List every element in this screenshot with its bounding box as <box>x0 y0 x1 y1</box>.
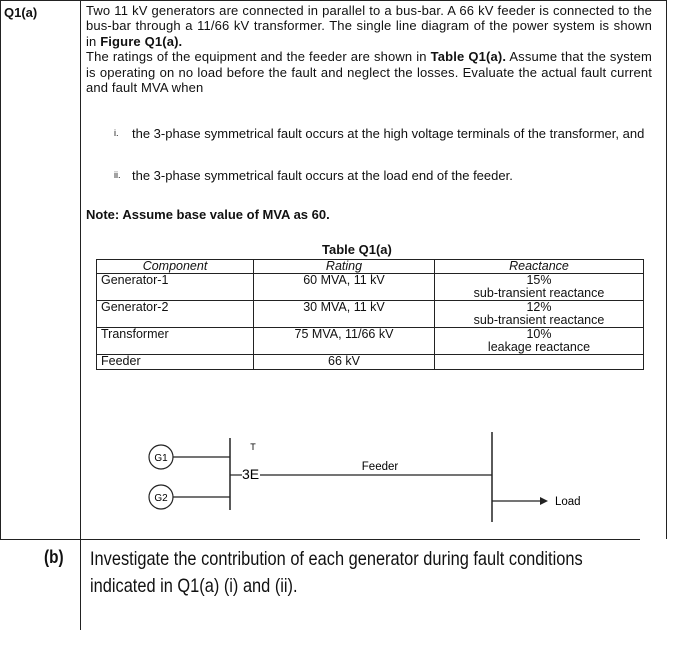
sub-item-number: i. <box>114 128 119 138</box>
cell-component: Generator-1 <box>97 274 254 301</box>
table-header-row <box>97 260 644 274</box>
top-border <box>0 0 667 1</box>
sub-item-text: the 3-phase symmetrical fault occurs at the load end of the feeder. <box>132 168 513 183</box>
load-label: Load <box>555 496 581 508</box>
single-line-diagram <box>130 430 610 530</box>
table-row <box>97 301 644 328</box>
generator-2-label: G2 <box>154 493 168 504</box>
cell-component: Generator-2 <box>97 301 254 328</box>
sub-item-number: ii. <box>114 170 121 180</box>
cell-rating: 30 MVA, 11 kV <box>254 301 435 328</box>
cell-component: Transformer <box>97 328 254 355</box>
question-label-q1a: Q1(a) <box>4 5 38 20</box>
table-row <box>97 274 644 301</box>
cell-rating: 75 MVA, 11/66 kV <box>254 328 435 355</box>
cell-reactance: 12% sub-transient reactance <box>435 301 644 328</box>
left-border <box>0 0 1 539</box>
transformer-symbol: 3E <box>242 466 260 482</box>
question-b-text: Investigate the contribution of each generator during fault conditions indicated in Q1(a) (i) and (ii). <box>90 548 583 597</box>
table-caption: Table Q1(a) <box>322 242 392 257</box>
note: Note: Assume base value of MVA as 60. <box>86 207 330 222</box>
right-border <box>666 0 667 539</box>
sub-item-text: the 3-phase symmetrical fault occurs at the high voltage terminals of the transformer, and <box>132 126 645 141</box>
sub-item-ii <box>114 168 652 183</box>
cell-reactance <box>435 355 644 370</box>
section-divider <box>0 539 640 540</box>
question-paragraph: Two 11 kV generators are connected in parallel to a bus-bar. A 66 kV feeder is connected to the bus-bar through a 11/66 kV transformer. The single line diagram of the power system is shown in Figure Q1(a). The ratings of the equipment and the feeder are shown in Table Q1(a). Assume that the system is operating on no load before the fault and neglect the losses. Evaluate the actual fault current and fault MVA when <box>86 3 652 96</box>
figure-reference: Figure Q1(a). <box>100 33 183 49</box>
cell-rating: 60 MVA, 11 kV <box>254 274 435 301</box>
header-component: Component <box>97 260 254 274</box>
generator-1-label: G1 <box>154 453 168 464</box>
feeder-label: Feeder <box>361 461 399 473</box>
cell-component: Feeder <box>97 355 254 370</box>
cell-rating: 66 kV <box>254 355 435 370</box>
ratings-table <box>96 259 644 370</box>
question-label-q1b: (b) <box>44 547 64 567</box>
table-row <box>97 355 644 370</box>
cell-reactance: 15% sub-transient reactance <box>435 274 644 301</box>
header-rating: Rating <box>254 260 435 274</box>
transformer-label: T <box>250 442 256 452</box>
load-arrow-icon <box>540 497 548 505</box>
header-reactance: Reactance <box>435 260 644 274</box>
cell-reactance: 10% leakage reactance <box>435 328 644 355</box>
table-reference: Table Q1(a). <box>430 49 507 65</box>
label-column-divider <box>80 0 81 630</box>
table-row <box>97 328 644 355</box>
sub-item-i <box>114 126 652 141</box>
